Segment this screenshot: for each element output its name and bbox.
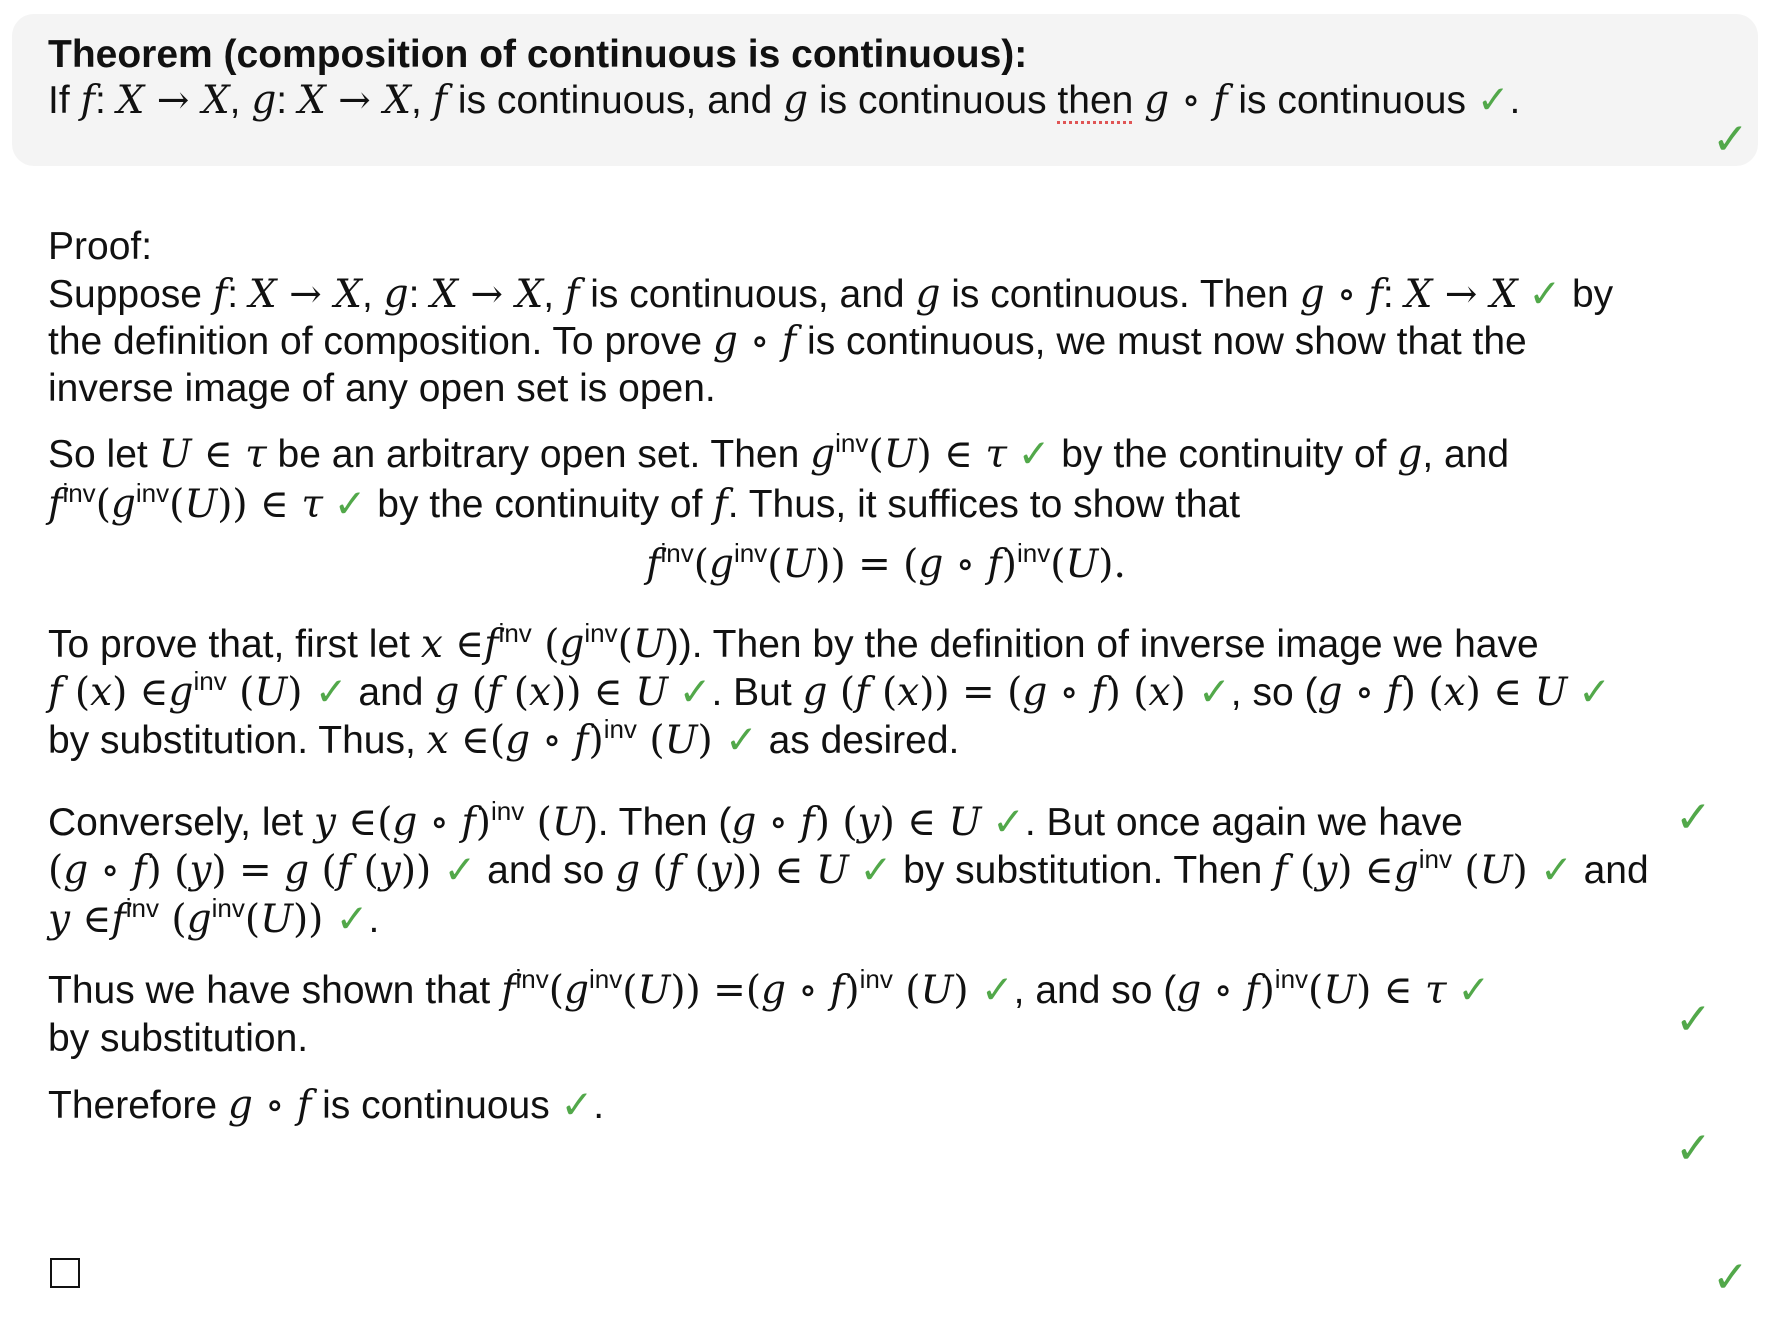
check-icon: ✓ bbox=[1017, 433, 1051, 476]
margin-check-icon: ✓ bbox=[1712, 1252, 1749, 1303]
proof-p3-line2: f (x) $\in g^{inv}$ (U) ✓ and g (f (x)) ∈ U ✓. But g (f (x)) = (g ∘ f) (x) ✓, so (g ∘ f) (x) ∈ U ✓ bbox=[48, 666, 1611, 715]
proof-label: Proof: bbox=[48, 225, 153, 268]
theorem-title: Theorem (composition of continuous is continuous): bbox=[48, 33, 1028, 76]
check-icon: ✓ bbox=[992, 801, 1025, 844]
margin-check-icon: ✓ bbox=[1712, 114, 1749, 165]
proof-p4-line2: (g ∘ f) (y) = g (f (y)) ✓ and so g (f (y)) ∈ U ✓ by substitution. Then f (y) $\in g^{inv}$ (U) ✓ and bbox=[48, 844, 1649, 893]
proof-p1-line2: the definition of composition. To prove g ∘ f is continuous, we must now show that the bbox=[48, 319, 1527, 364]
proof-p4-line1: Conversely, let y ∈(g ∘ f)$^{inv}$ (U). Then (g ∘ f) (y) ∈ U ✓. But once again we have bbox=[48, 796, 1463, 845]
check-icon: ✓ bbox=[560, 1084, 594, 1127]
spellcheck-underline[interactable]: then bbox=[1057, 79, 1134, 122]
qed-box bbox=[50, 1258, 80, 1288]
theorem-statement: If f: X → X, g: X → X, f is continuous, and g is continuous then g ∘ f is continuous ✓. bbox=[48, 78, 1521, 123]
proof-p3-line1: To prove that, first let x $\in f^{inv}$ $(g^{inv}(U))$. Then by the definition of inverse image we have bbox=[48, 618, 1539, 667]
proof-p1-line1: Suppose f: X → X, g: X → X, f is continuous, and g is continuous. Then g ∘ f: X → X ✓ by bbox=[48, 272, 1614, 317]
check-icon: ✓ bbox=[1198, 671, 1231, 714]
check-icon: ✓ bbox=[1578, 671, 1611, 714]
check-icon: ✓ bbox=[1540, 849, 1573, 892]
check-icon: ✓ bbox=[1476, 79, 1510, 122]
check-icon: ✓ bbox=[314, 671, 348, 714]
margin-check-icon: ✓ bbox=[1675, 994, 1712, 1045]
proof-p2-line2: $f^{inv}(g^{inv}(U))$ ∈ τ ✓ by the continuity of f. Thus, it suffices to show that bbox=[48, 478, 1241, 527]
check-icon: ✓ bbox=[333, 483, 367, 526]
check-icon: ✓ bbox=[725, 719, 758, 762]
check-icon: ✓ bbox=[1528, 273, 1562, 316]
proof-p3-line3: by substitution. Thus, x ∈(g ∘ f)$^{inv}$ (U) ✓ as desired. bbox=[48, 714, 960, 763]
check-icon: ✓ bbox=[678, 671, 712, 714]
margin-check-icon: ✓ bbox=[1675, 1123, 1712, 1174]
proof-conclusion: Therefore g ∘ f is continuous ✓. bbox=[48, 1083, 605, 1128]
proof-p1-line3: inverse image of any open set is open. bbox=[48, 367, 716, 410]
proof-p4-line3: y $\in f^{inv}$ $(g^{inv}(U))$ ✓. bbox=[48, 893, 380, 942]
margin-check-icon: ✓ bbox=[1675, 792, 1712, 843]
check-icon: ✓ bbox=[443, 849, 477, 892]
check-icon: ✓ bbox=[1457, 969, 1491, 1012]
display-equation: $f^{inv}(g^{inv}(U)) = (g$ ∘ f)$^{inv}$(U). bbox=[646, 538, 1126, 587]
check-icon: ✓ bbox=[859, 849, 893, 892]
check-icon: ✓ bbox=[335, 898, 369, 941]
check-icon: ✓ bbox=[980, 969, 1014, 1012]
proof-p2-line1: So let U ∈ τ be an arbitrary open set. Then $g^{inv}(U)$ ∈ τ ✓ by the continuity of g, and bbox=[48, 428, 1510, 477]
proof-p5-line2: by substitution. bbox=[48, 1017, 309, 1060]
proof-p5-line1: Thus we have shown that $f^{inv}(g^{inv}(U)) =(g$ ∘ f)$^{inv}$ (U) ✓, and so (g ∘ f)$^{inv}$(U) ∈ τ ✓ bbox=[48, 964, 1491, 1013]
